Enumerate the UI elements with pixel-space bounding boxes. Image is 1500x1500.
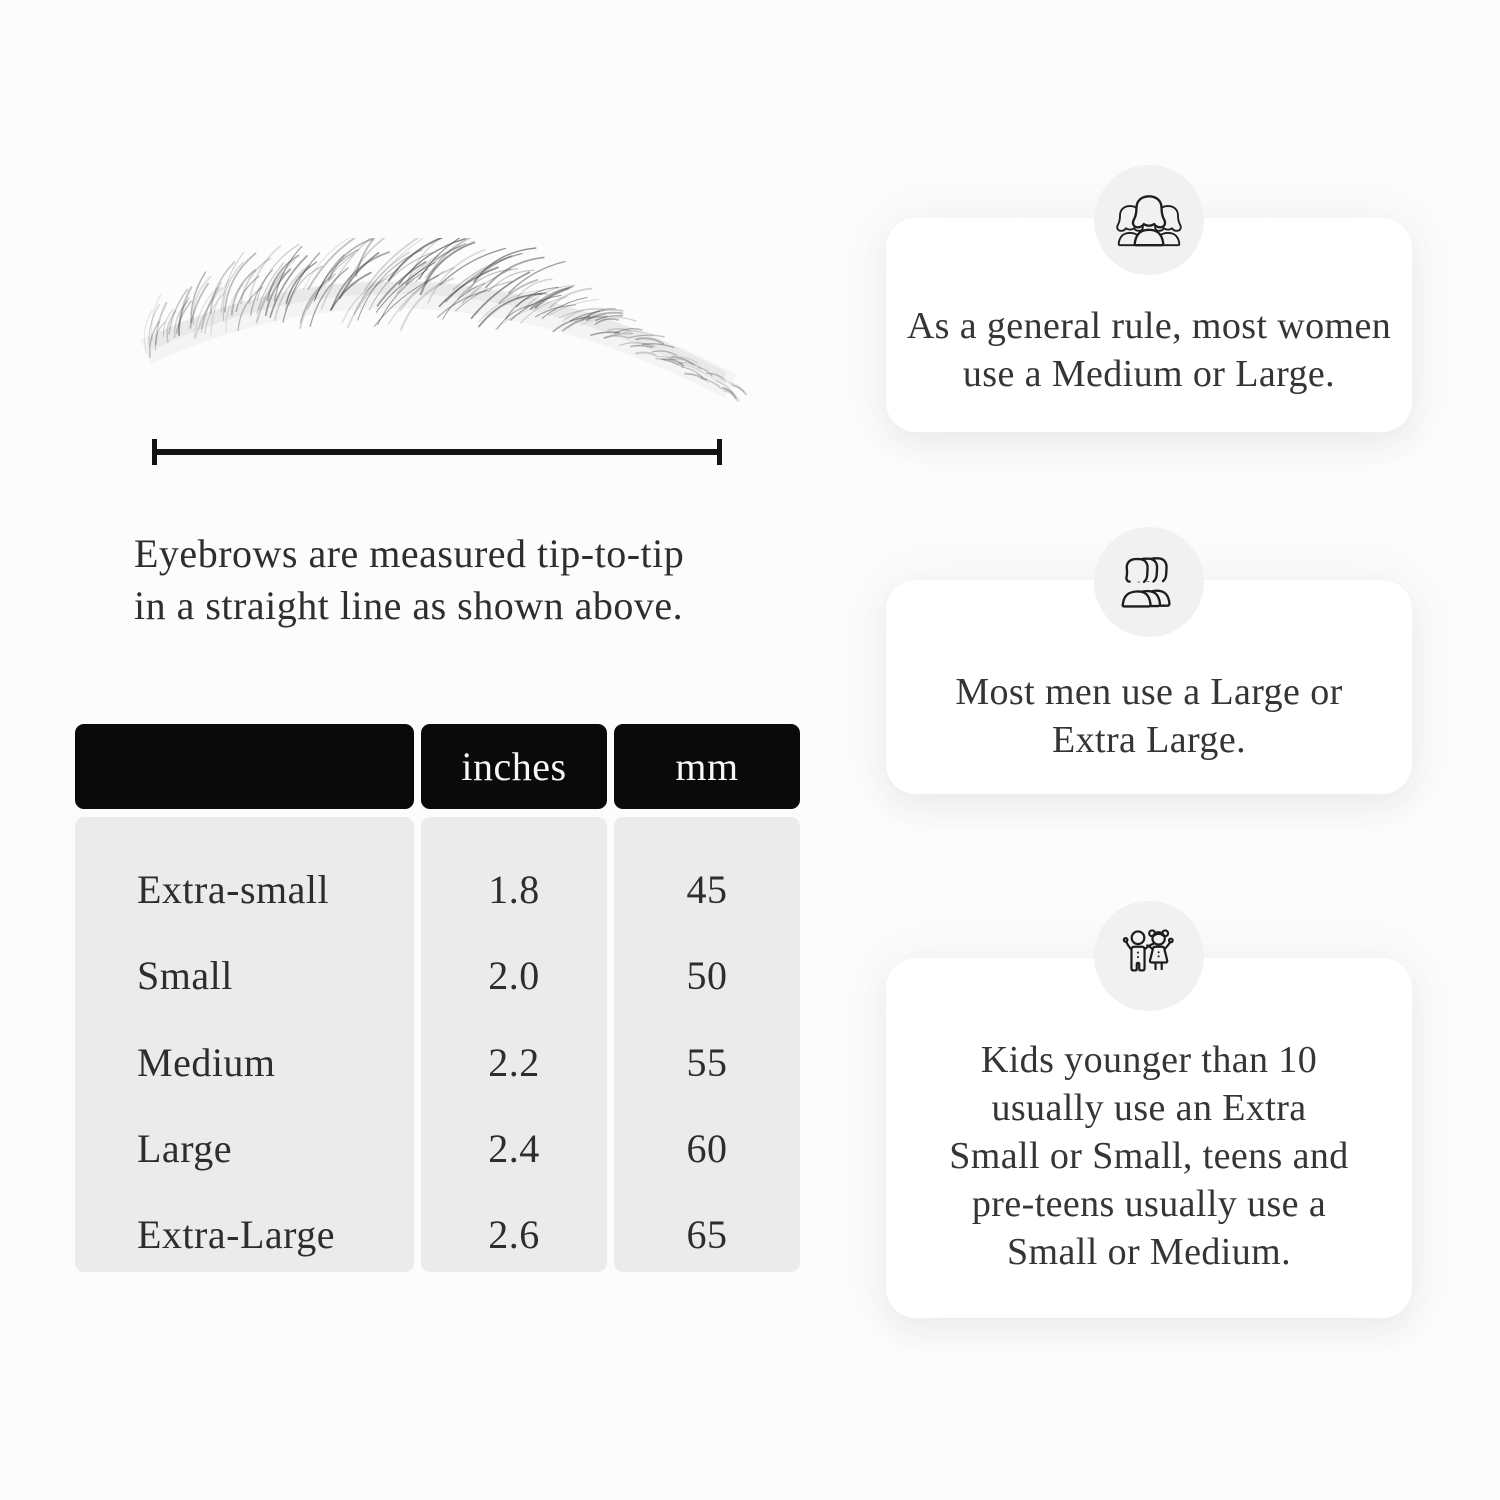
tip-card-women-text	[906, 302, 1392, 398]
kids-icon	[1094, 901, 1204, 1011]
table-column-mm	[614, 817, 800, 1272]
size-row-mm: 60	[686, 1125, 728, 1171]
table-column-inches	[421, 817, 607, 1272]
size-row-inches: 2.6	[488, 1212, 540, 1257]
size-row-label: Small	[137, 953, 233, 999]
measurement-line-bar	[152, 449, 722, 455]
size-row-inches: 2.2	[488, 1039, 540, 1085]
table-header-mm: mm	[614, 724, 800, 809]
size-row-label: Extra-Large	[137, 1212, 335, 1257]
size-row-label: Large	[137, 1125, 233, 1171]
size-row-mm: 65	[686, 1212, 728, 1257]
table-header-size	[75, 724, 414, 809]
size-row-mm: 50	[686, 953, 728, 999]
tip-card-kids	[886, 958, 1412, 1318]
tip-line: Extra Large.	[1051, 719, 1246, 761]
size-row-label: Extra-small	[137, 867, 330, 912]
eyebrow-illustration	[115, 238, 765, 443]
women-group-icon	[1094, 165, 1204, 275]
men-group-icon	[1094, 527, 1204, 637]
tip-line: Kids younger than 10	[980, 1039, 1318, 1081]
size-row-label: Medium	[137, 1039, 276, 1085]
table-header-inches: inches	[421, 724, 607, 809]
caption-line-1: Eyebrows are measured tip-to-tip	[134, 531, 685, 576]
size-row-inches: 1.8	[488, 867, 540, 912]
measurement-line	[152, 439, 722, 465]
tip-line: As a general rule, most women	[906, 305, 1392, 347]
tip-card-men-text	[906, 668, 1392, 764]
tip-card-kids-text	[906, 1036, 1392, 1276]
size-row-inches: 2.0	[488, 953, 540, 999]
tip-line: Small or Small, teens and	[949, 1135, 1349, 1177]
measurement-line-right-tick	[717, 439, 722, 465]
tip-line: usually use an Extra	[991, 1087, 1307, 1129]
tip-line: Most men use a Large or	[955, 671, 1343, 713]
size-row-inches: 2.4	[488, 1125, 540, 1171]
table-column-labels	[75, 817, 414, 1272]
caption-line-2: in a straight line as shown above.	[134, 583, 684, 628]
eyebrow-sketch-svg	[115, 238, 765, 443]
size-row-mm: 45	[686, 867, 728, 912]
tip-line: pre-teens usually use a	[971, 1183, 1327, 1225]
size-row-mm: 55	[686, 1039, 728, 1085]
measurement-caption	[134, 528, 794, 632]
tip-line: Small or Medium.	[1007, 1231, 1291, 1273]
tip-line: use a Medium or Large.	[962, 353, 1336, 395]
